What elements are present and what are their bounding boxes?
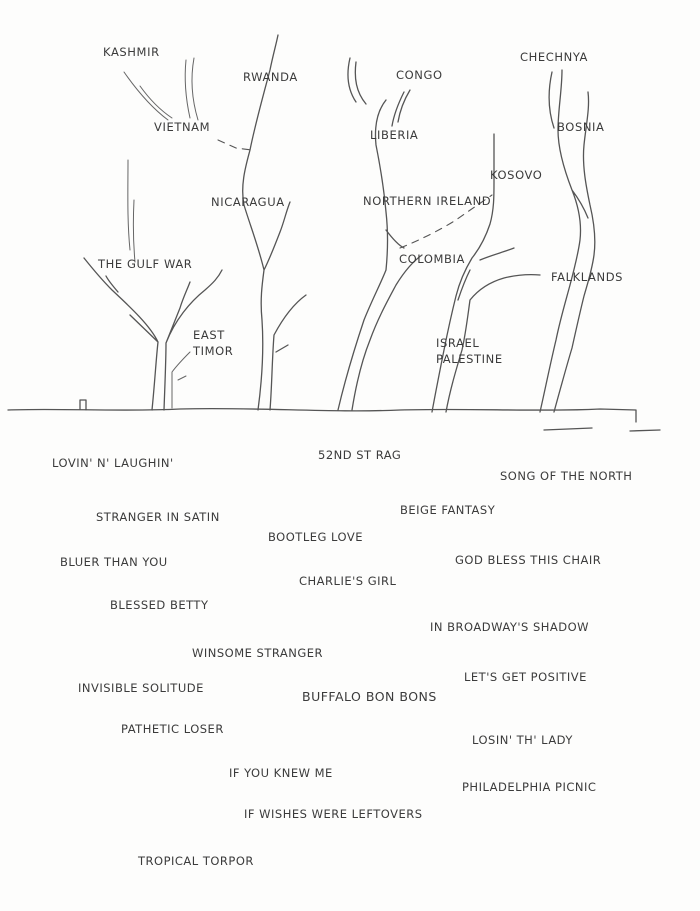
song-title: GOD BLESS THIS CHAIR <box>455 553 602 567</box>
conflict-label: LIBERIA <box>370 128 419 142</box>
conflict-label: FALKLANDS <box>551 270 624 284</box>
song-title: INVISIBLE SOLITUDE <box>78 681 204 695</box>
song-title: 52ND ST RAG <box>318 448 402 462</box>
conflict-label: THE GULF WAR <box>98 257 193 271</box>
song-title: TROPICAL TORPOR <box>138 854 254 868</box>
tree-branch-1b <box>172 352 190 408</box>
song-title: BOOTLEG LOVE <box>268 530 364 544</box>
tree-branch-2a <box>185 58 198 120</box>
conflict-label: CONGO <box>396 68 443 82</box>
tree-trunk-2 <box>243 35 306 410</box>
conflict-label: BOSNIA <box>557 120 605 134</box>
tree-branch-1a <box>128 160 135 262</box>
conflict-label: KASHMIR <box>103 45 160 59</box>
tree-branch-2b <box>218 140 252 150</box>
conflict-label: COLOMBIA <box>399 252 466 266</box>
song-title: STRANGER IN SATIN <box>96 510 220 524</box>
song-title: IF YOU KNEW ME <box>229 766 333 780</box>
song-title: BLUER THAN YOU <box>60 555 168 569</box>
song-title: PHILADELPHIA PICNIC <box>462 780 597 794</box>
song-title: PATHETIC LOSER <box>121 722 224 736</box>
song-title: CHARLIE'S GIRL <box>299 574 397 588</box>
conflict-label: VIETNAM <box>154 120 211 134</box>
ground-line <box>8 400 660 431</box>
conflict-label: NICARAGUA <box>211 195 285 209</box>
song-title: BLESSED BETTY <box>110 598 209 612</box>
song-title: IN BROADWAY'S SHADOW <box>430 620 590 634</box>
conflict-label: RWANDA <box>243 70 298 84</box>
song-title: LET'S GET POSITIVE <box>464 670 587 684</box>
song-title: BEIGE FANTASY <box>400 503 496 517</box>
conflict-label: ISRAEL PALESTINE <box>436 336 503 366</box>
song-title: BUFFALO BON BONS <box>302 689 437 704</box>
song-title: WINSOME STRANGER <box>192 646 324 660</box>
conflict-label: EAST TIMOR <box>193 328 234 358</box>
tree-branch-2c <box>124 72 172 120</box>
song-title: SONG OF THE NORTH <box>500 469 633 483</box>
conflict-label: NORTHERN IRELAND <box>363 194 492 208</box>
tree-trunk-3 <box>338 58 422 410</box>
song-title: IF WISHES WERE LEFTOVERS <box>244 807 423 821</box>
song-title: LOVIN' N' LAUGHIN' <box>52 456 174 470</box>
conflict-label: KOSOVO <box>490 168 543 182</box>
song-title: LOSIN' TH' LADY <box>472 733 573 747</box>
conflict-label: CHECHNYA <box>520 50 589 64</box>
